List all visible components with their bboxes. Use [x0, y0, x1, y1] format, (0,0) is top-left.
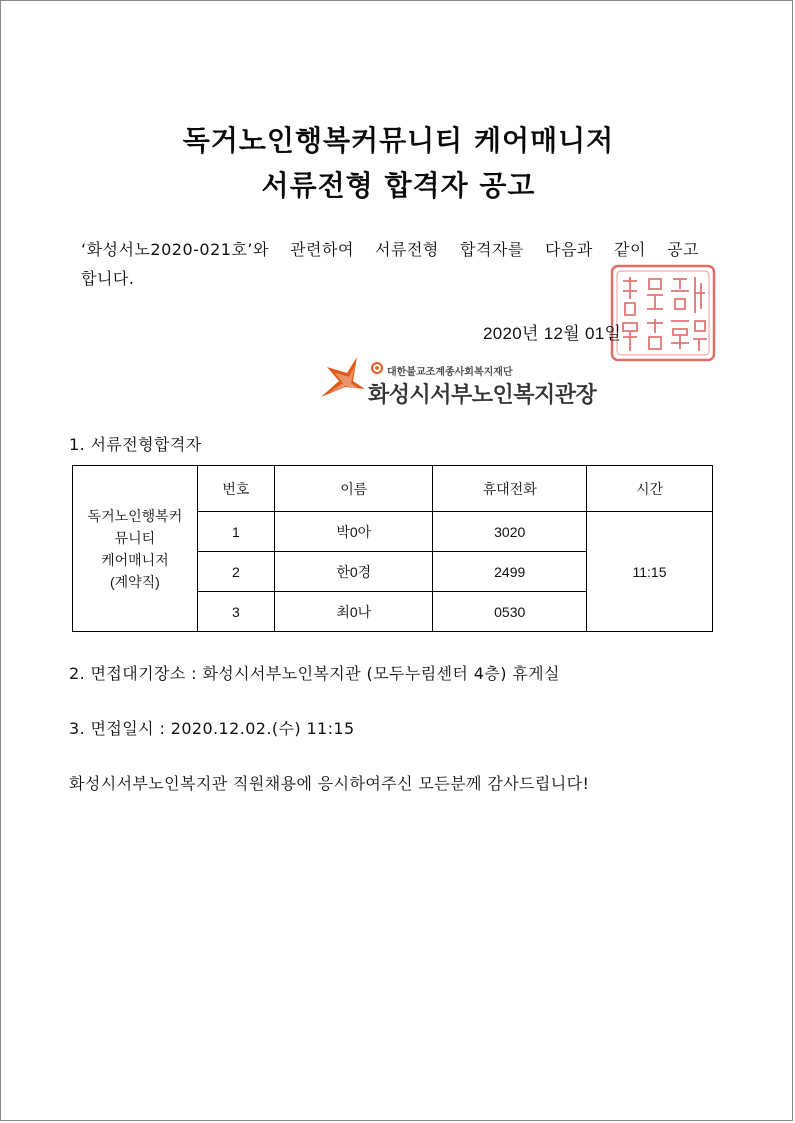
position-line: (계약직)	[109, 573, 160, 590]
section-2-waiting-place: 2. 면접대기장소 : 화성시서부노인복지관 (모두누림센터 4층) 휴게실	[69, 664, 560, 683]
logo-center-name: 화성시서부노인복지관장	[368, 382, 597, 407]
header-phone: 휴대전화	[433, 466, 587, 512]
cell-name: 최0나	[275, 592, 433, 632]
cell-phone: 3020	[433, 512, 587, 552]
official-seal-stamp	[609, 263, 717, 363]
passers-table	[72, 465, 713, 632]
title-line-2: 서류전형 합격자 공고	[261, 169, 536, 202]
header-time: 시간	[587, 466, 713, 512]
cell-time: 11:15	[587, 512, 713, 632]
title-line-1: 독거노인행복커뮤니티 케어매니저	[182, 124, 615, 157]
position-line: 독거노인행복커	[87, 507, 183, 524]
cell-number: 1	[197, 512, 274, 552]
cell-number: 3	[197, 592, 274, 632]
position-cell	[73, 466, 198, 632]
intro-line-2: 합니다.	[81, 269, 135, 288]
section-3-interview-datetime: 3. 면접일시 : 2020.12.02.(수) 11:15	[69, 719, 355, 738]
header-name: 이름	[275, 466, 433, 512]
cell-name: 박0아	[275, 512, 433, 552]
logo-foundation-name: 대한불교조계종사회복지재단	[387, 367, 513, 378]
announcement-date: 2020년 12월 01일	[483, 324, 622, 343]
intro-line-1: ‘화성서노2020-021호’와 관련하여 서류전형 합격자를 다음과 같이 공고	[81, 240, 699, 259]
closing-message: 화성시서부노인복지관 직원채용에 응시하여주신 모든분께 감사드립니다!	[69, 774, 590, 793]
cell-phone: 2499	[433, 552, 587, 592]
position-line: 케어매니저	[101, 551, 169, 568]
cell-number: 2	[197, 552, 274, 592]
position-line: 뮤니티	[114, 529, 156, 546]
header-number: 번호	[197, 466, 274, 512]
table-header-row	[73, 466, 713, 512]
section-1-heading: 1. 서류전형합격자	[69, 435, 202, 454]
cell-phone: 0530	[433, 592, 587, 632]
cell-name: 한0경	[275, 552, 433, 592]
